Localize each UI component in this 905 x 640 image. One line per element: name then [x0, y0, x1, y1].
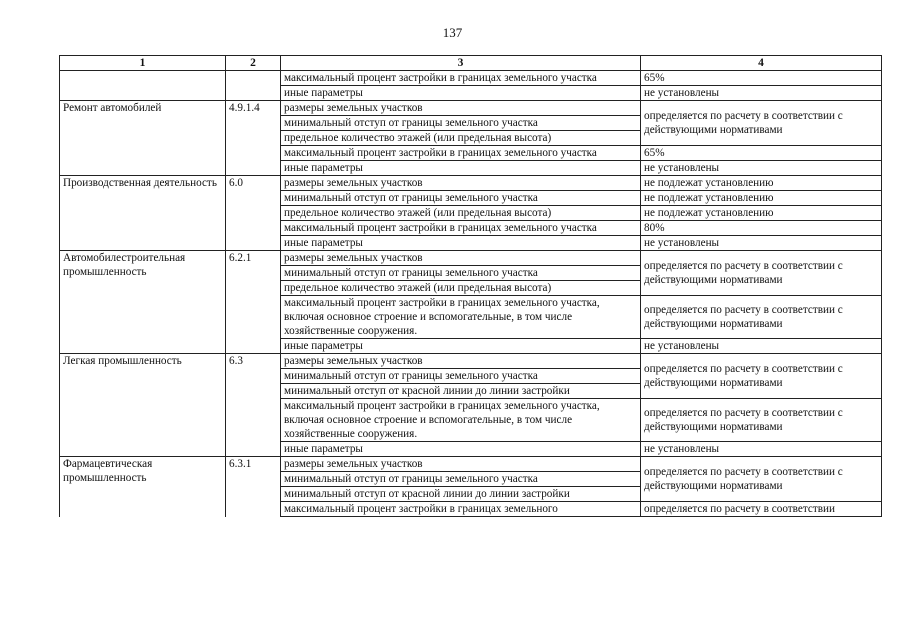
value-cell: 65%	[641, 146, 882, 161]
activity-name-cell	[60, 71, 226, 101]
value-cell: не установлены	[641, 339, 882, 354]
regulations-table	[59, 55, 882, 517]
parameter-cell: предельное количество этажей (или предельная высота)	[281, 281, 641, 296]
page-number: 137	[442, 25, 463, 40]
parameter-cell: размеры земельных участков	[281, 457, 641, 472]
column-header: 2	[226, 56, 281, 71]
activity-code-cell: 6.3	[226, 354, 281, 457]
table-header-row	[60, 56, 882, 71]
value-cell: не подлежат установлению	[641, 176, 882, 191]
column-header: 4	[641, 56, 882, 71]
parameter-cell: максимальный процент застройки в границах земельного	[281, 502, 641, 517]
table-row	[60, 71, 882, 86]
activity-name-cell: Производственная деятельность	[60, 176, 226, 251]
activity-code-cell	[226, 71, 281, 101]
value-cell: определяется по расчету в соответствии с действующими нормативами	[641, 457, 882, 502]
parameter-cell: минимальный отступ от границы земельного участка	[281, 369, 641, 384]
parameter-cell: предельное количество этажей (или предельная высота)	[281, 206, 641, 221]
value-cell: определяется по расчету в соответствии	[641, 502, 882, 517]
parameter-cell: иные параметры	[281, 161, 641, 176]
column-header: 3	[281, 56, 641, 71]
table-row	[60, 101, 882, 116]
value-cell: не установлены	[641, 442, 882, 457]
value-cell: определяется по расчету в соответствии с действующими нормативами	[641, 101, 882, 146]
activity-name-cell: Легкая промышленность	[60, 354, 226, 457]
parameter-cell: минимальный отступ от красной линии до линии застройки	[281, 487, 641, 502]
parameter-cell: размеры земельных участков	[281, 354, 641, 369]
activity-code-cell: 6.2.1	[226, 251, 281, 354]
parameter-cell: минимальный отступ от границы земельного участка	[281, 472, 641, 487]
activity-code-cell: 6.0	[226, 176, 281, 251]
value-cell: не подлежат установлению	[641, 206, 882, 221]
parameter-cell: минимальный отступ от границы земельного участка	[281, 116, 641, 131]
parameter-cell: максимальный процент застройки в границах земельного участка	[281, 146, 641, 161]
parameter-cell: предельное количество этажей (или предельная высота)	[281, 131, 641, 146]
parameter-cell: иные параметры	[281, 442, 641, 457]
parameter-cell: максимальный процент застройки в границах земельного участка, включая основное строение и вспомогательные, в том числе хозяйственные сооружения.	[281, 296, 641, 339]
value-cell: не установлены	[641, 86, 882, 101]
value-cell: 80%	[641, 221, 882, 236]
value-cell: определяется по расчету в соответствии с действующими нормативами	[641, 354, 882, 399]
value-cell: определяется по расчету в соответствии с действующими нормативами	[641, 296, 882, 339]
table-row	[60, 176, 882, 191]
parameter-cell: максимальный процент застройки в границах земельного участка, включая основное строение и вспомогательные, в том числе хозяйственные сооружения.	[281, 399, 641, 442]
parameter-cell: максимальный процент застройки в границах земельного участка	[281, 71, 641, 86]
parameter-cell: иные параметры	[281, 86, 641, 101]
value-cell: не подлежат установлению	[641, 191, 882, 206]
parameter-cell: размеры земельных участков	[281, 101, 641, 116]
column-header: 1	[60, 56, 226, 71]
parameter-cell: размеры земельных участков	[281, 176, 641, 191]
value-cell: не установлены	[641, 161, 882, 176]
parameter-cell: максимальный процент застройки в границах земельного участка	[281, 221, 641, 236]
parameter-cell: минимальный отступ от границы земельного участка	[281, 191, 641, 206]
value-cell: определяется по расчету в соответствии с действующими нормативами	[641, 251, 882, 296]
parameter-cell: размеры земельных участков	[281, 251, 641, 266]
table-row	[60, 457, 882, 472]
parameter-cell: иные параметры	[281, 236, 641, 251]
activity-name-cell: Автомобилестроительная промышленность	[60, 251, 226, 354]
parameter-cell: минимальный отступ от границы земельного участка	[281, 266, 641, 281]
activity-code-cell: 4.9.1.4	[226, 101, 281, 176]
parameter-cell: минимальный отступ от красной линии до линии застройки	[281, 384, 641, 399]
value-cell: определяется по расчету в соответствии с действующими нормативами	[641, 399, 882, 442]
activity-code-cell: 6.3.1	[226, 457, 281, 517]
table-row	[60, 354, 882, 369]
value-cell: не установлены	[641, 236, 882, 251]
activity-name-cell: Ремонт автомобилей	[60, 101, 226, 176]
activity-name-cell: Фармацевтическая промышленность	[60, 457, 226, 517]
parameter-cell: иные параметры	[281, 339, 641, 354]
table-row	[60, 251, 882, 266]
value-cell: 65%	[641, 71, 882, 86]
